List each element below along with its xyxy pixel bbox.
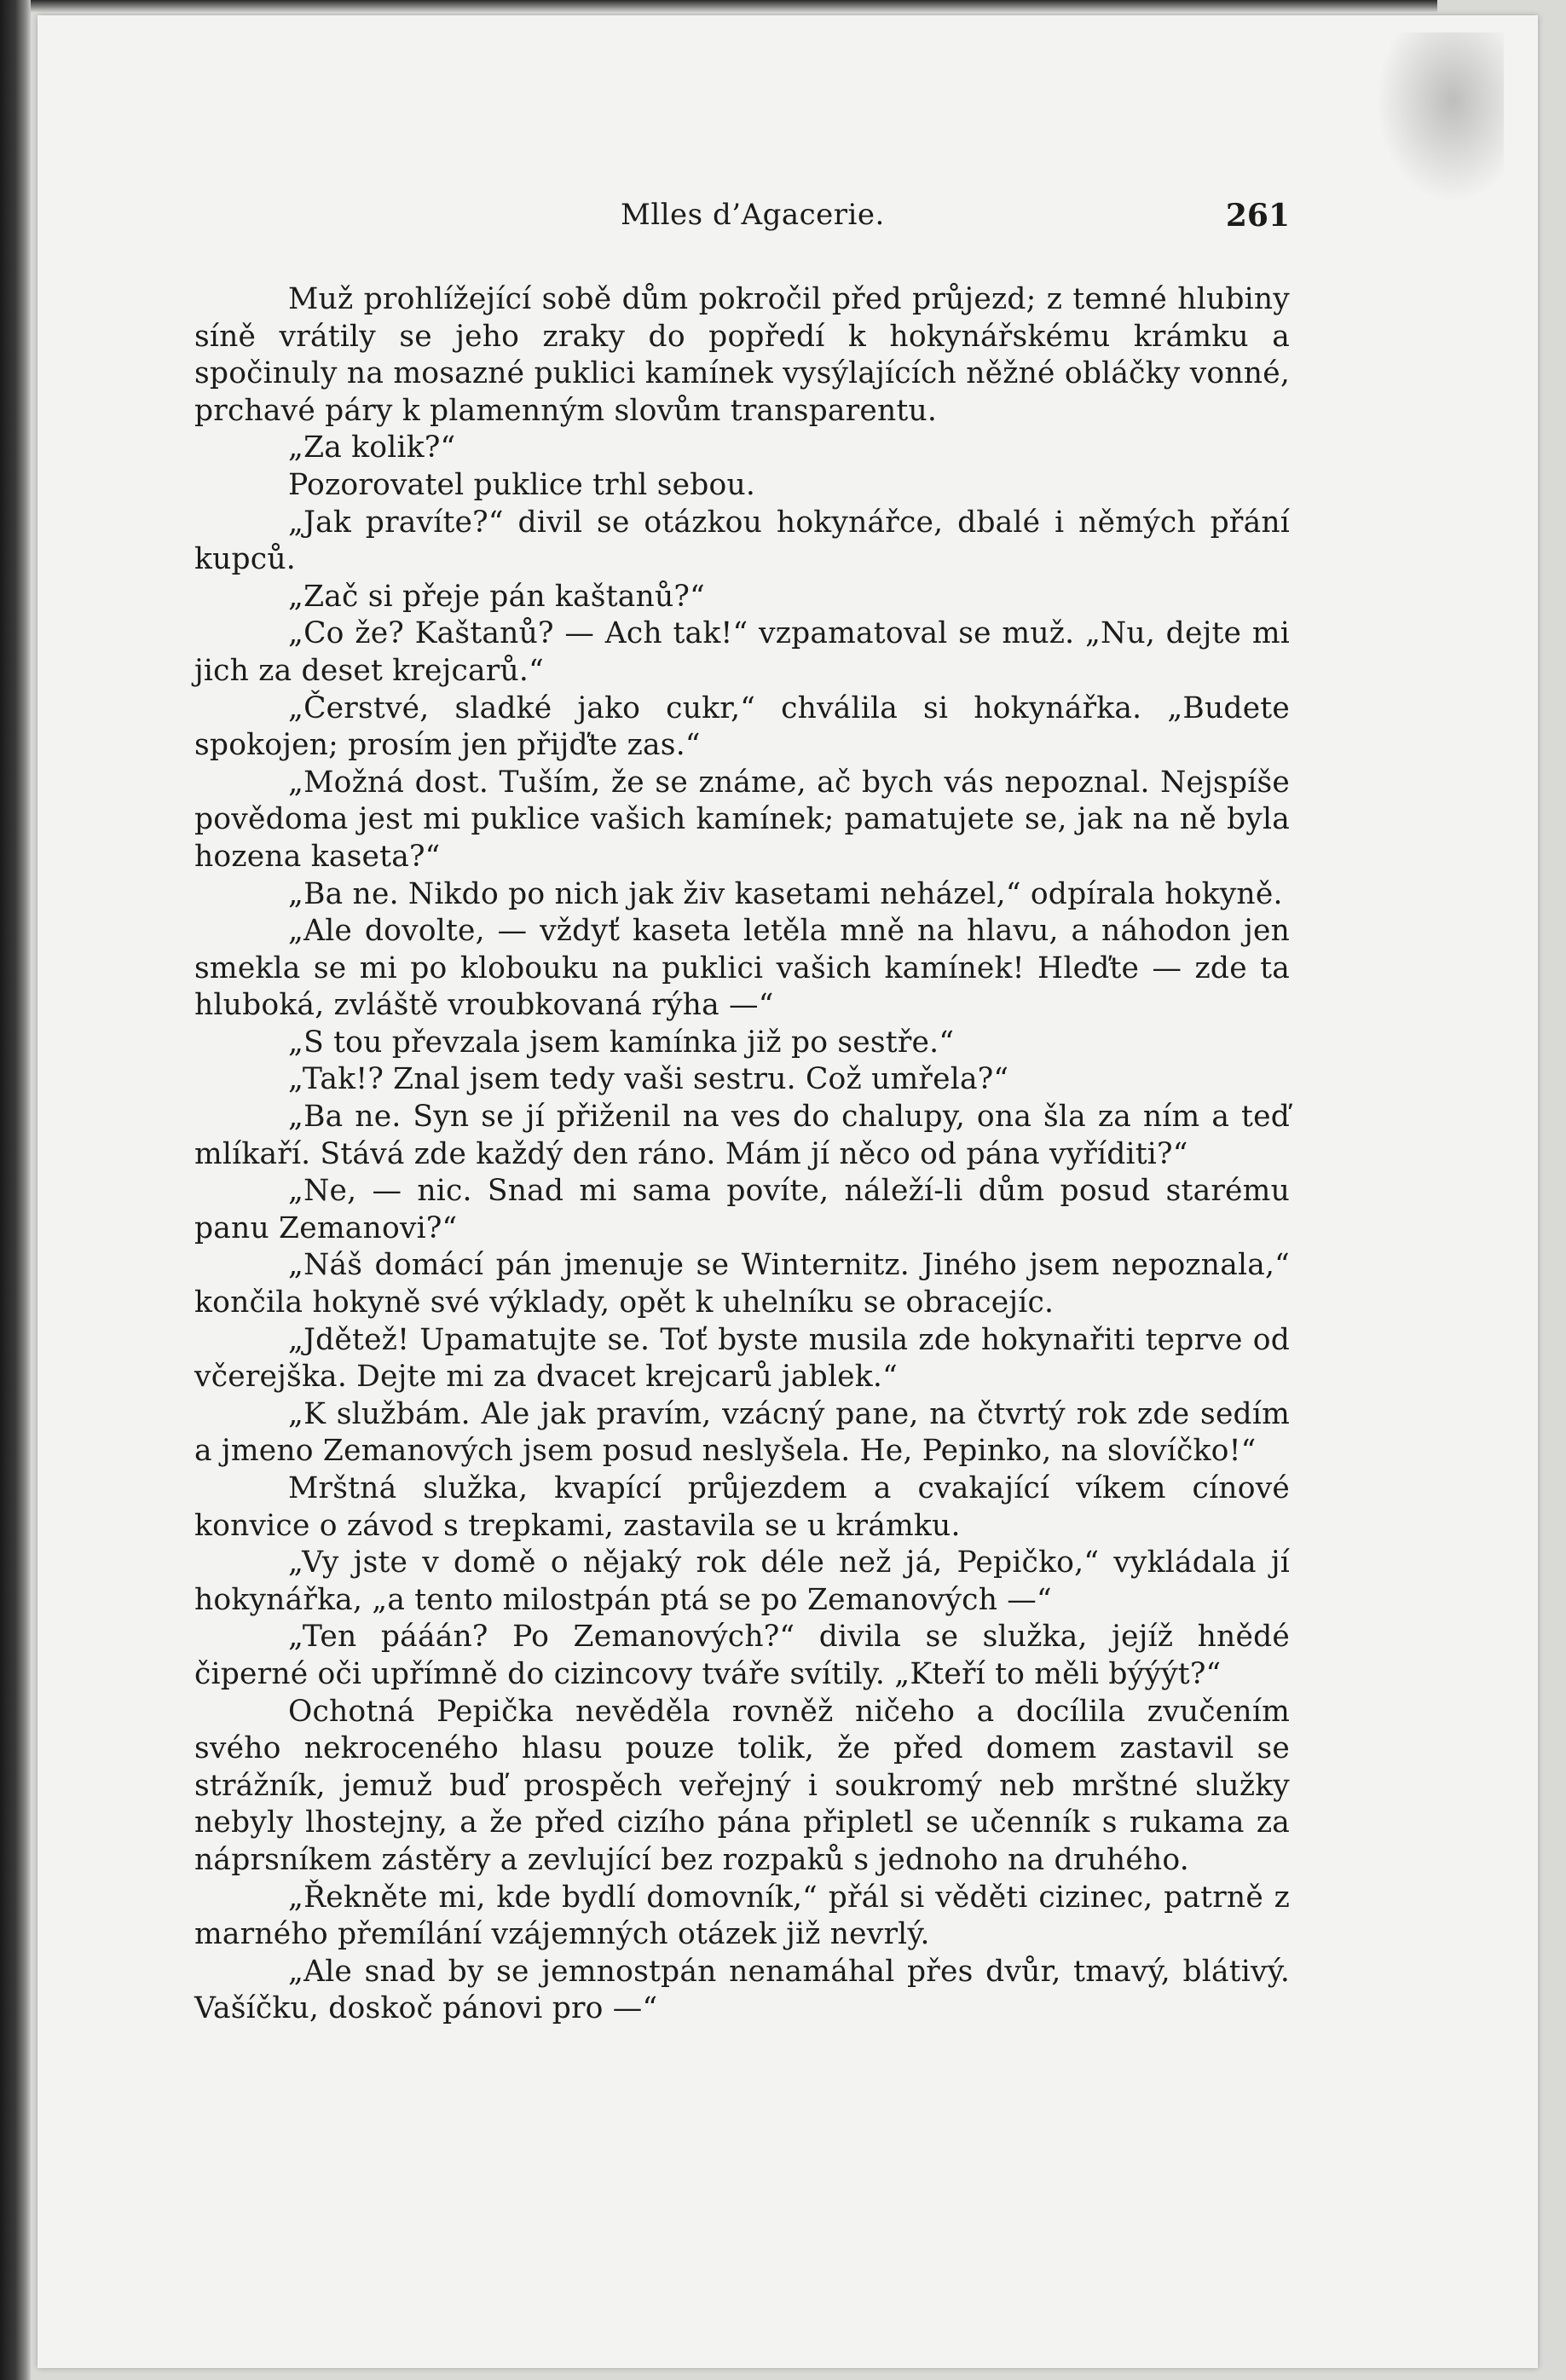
paragraph: Pozorovatel puklice trhl sebou. <box>288 467 756 502</box>
paragraph: „Vy jste v domě o nějaký rok déle než já, Pepičko,“ vykládala jí hokynářka, „a tento milostpán ptá se po Zemanových —“ <box>194 1545 1290 1617</box>
paragraph: Ochotná Pepička nevěděla rovněž ničeho a docílila zvučením svého nekroceného hlasu pouze tolik, že před domem zastavil se strážník, jemuž buď prospěch veřejný i soukromý neb mrštné služky nebyly lhostejny, a že před cizího pána připletl se učenník s rukama za náprsníkem zástěry a zevlující bez rozpaků s jednoho na druhého. <box>194 1694 1290 1877</box>
paragraph: Mrštná služka, kvapící průjezdem a cvakající víkem cínové konvice o závod s trepkami, zastavila se u krámku. <box>194 1471 1290 1543</box>
paragraph: „Zač si přeje pán kaštanů?“ <box>288 579 705 614</box>
paragraph: Muž prohlížející sobě dům pokročil před průjezd; z temné hlubiny síně vrátily se jeho zraky do popředí k hokynářskému krámku a spočinuly na mosazné puklici kamínek vysýlajících něžné obláčky vonné, prchavé páry k plamenným slovům transparentu. <box>194 282 1290 428</box>
paragraph: „Možná dost. Tuším, že se známe, ač bych vás nepoznal. Nejspíše povědoma jest mi puklice vašich kamínek; pamatujete se, jak na ně byla hozena kaseta?“ <box>194 765 1290 874</box>
paragraph: „Řekněte mi, kde bydlí domovník,“ přál si věděti cizinec, patrně z marného přemílání vzájemných otázek již nevrlý. <box>194 1880 1290 1952</box>
paragraph: „Za kolik?“ <box>288 430 456 465</box>
scan-edge-left <box>0 0 31 2380</box>
paragraph: „Ba ne. Nikdo po nich jak živ kasetami neházel,“ odpírala hokyně. <box>288 876 1283 911</box>
paragraph: „Jdětež! Upamatujte se. Toť byste musila zde hokynařiti teprve od včerejška. Dejte mi za dvacet krejcarů jablek.“ <box>194 1322 1290 1395</box>
paragraph: „Ne, — nic. Snad mi sama povíte, náleží-li dům posud starému panu Zemanovi?“ <box>194 1174 1290 1245</box>
paragraph: „K službám. Ale jak pravím, vzácný pane, na čtvrtý rok zde sedím a jmeno Zemanových jsem posud neslyšela. He, Pepinko, na slovíčko!“ <box>194 1396 1290 1469</box>
body-text <box>194 281 1290 2028</box>
paragraph: „Tak!? Znal jsem tedy vaši sestru. Což umřela?“ <box>288 1062 1009 1097</box>
paragraph: „Ba ne. Syn se jí přiženil na ves do chalupy, ona šla za ním a teď mlíkaří. Stává zde každý den ráno. Mám jí něco od pána vyříditi?“ <box>194 1100 1290 1171</box>
paragraph: „Čerstvé, sladké jako cukr,“ chválila si hokynářka. „Budete spokojen; prosím jen přijďte zas.“ <box>194 690 1290 763</box>
paragraph: „Ale snad by se jemnostpán nenamáhal přes dvůr, tmavý, blátivý. Vašíčku, doskoč pánovi pro —“ <box>194 1954 1290 2026</box>
paragraph: „Jak pravíte?“ divil se otázkou hokynářce, dbalé i němých přání kupců. <box>194 505 1290 577</box>
paragraph: „Náš domácí pán jmenuje se Winternitz. Jiného jsem nepoznala,“ končila hokyně své výklady, opět k uhelníku se obracejíc. <box>194 1248 1290 1320</box>
paragraph: „Ale dovolte, — vždyť kaseta letěla mně na hlavu, a náhodon jen smekla se mi po klobouku na puklici vašich kamínek! Hleďte — zde ta hluboká, zvláště vroubkovaná rýha —“ <box>194 914 1290 1023</box>
page-number: 261 <box>1225 198 1290 234</box>
page-stain <box>1376 32 1504 203</box>
page-header <box>194 198 1290 240</box>
paragraph: „Ten pááán? Po Zemanových?“ divila se služka, jejíž hnědé čiperné oči upřímně do cizincovy tváře svítily. „Kteří to měli býýýt?“ <box>194 1620 1290 1691</box>
paragraph: „S tou převzala jsem kamínka již po sestře.“ <box>288 1025 955 1060</box>
running-title: Mlles d’Agacerie. <box>621 198 885 232</box>
paragraph: „Co že? Kaštanů? — Ach tak!“ vzpamatoval se muž. „Nu, dejte mi jich za deset krejcarů.“ <box>194 616 1290 688</box>
scan-edge-top <box>31 0 1437 12</box>
